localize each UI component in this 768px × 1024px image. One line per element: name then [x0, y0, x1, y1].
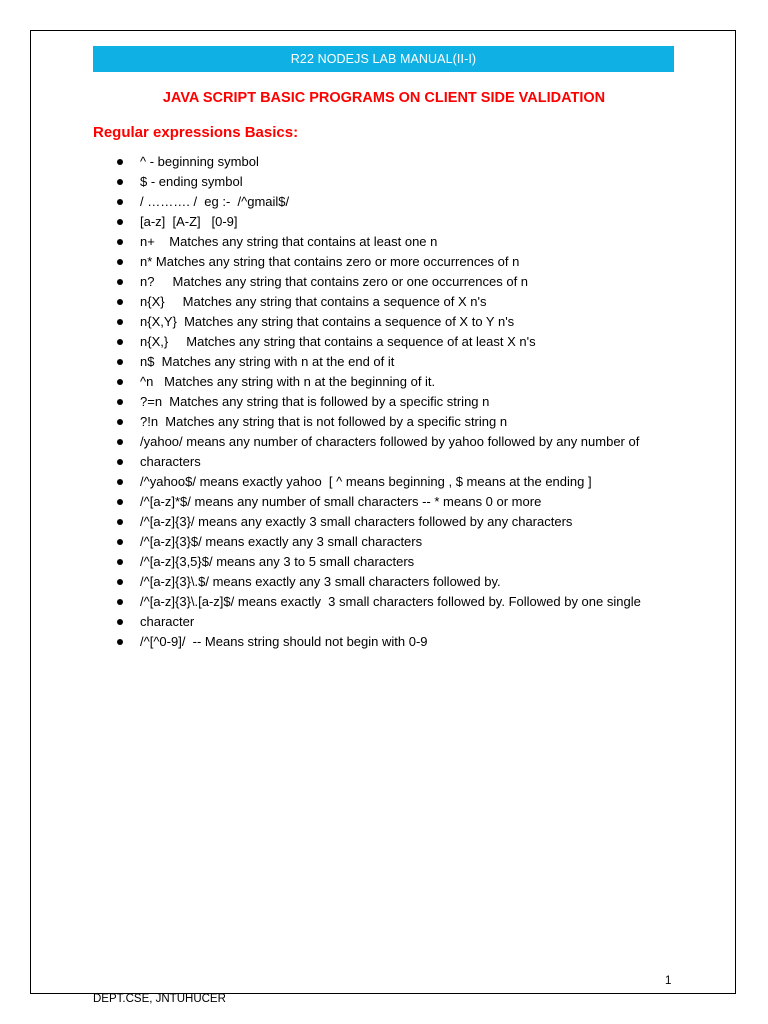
list-item: /^[^0-9]/ -- Means string should not begin with 0-9 [115, 632, 660, 652]
list-item: n{X} Matches any string that contains a sequence of X n's [115, 292, 660, 312]
list-item: ^n Matches any string with n at the beginning of it. [115, 372, 660, 392]
list-item: n{X,Y} Matches any string that contains a sequence of X to Y n's [115, 312, 660, 332]
page-number: 1 [665, 975, 672, 987]
list-item: character [115, 612, 660, 632]
list-item: ^ - beginning symbol [115, 152, 660, 172]
list-item: characters [115, 452, 660, 472]
footer-dept: DEPT.CSE, JNTUHUCER [93, 993, 226, 1005]
list-item: n+ Matches any string that contains at least one n [115, 232, 660, 252]
list-item: /^[a-z]*$/ means any number of small characters -- * means 0 or more [115, 492, 660, 512]
list-item: n$ Matches any string with n at the end of it [115, 352, 660, 372]
page-title: JAVA SCRIPT BASIC PROGRAMS ON CLIENT SIDE VALIDATION [162, 90, 606, 106]
list-item: /^[a-z]{3}$/ means exactly any 3 small characters [115, 532, 660, 552]
header-title: R22 NODEJS LAB MANUAL(II-I) [290, 52, 477, 66]
list-item: $ - ending symbol [115, 172, 660, 192]
list-item: n* Matches any string that contains zero or more occurrences of n [115, 252, 660, 272]
list-item: [a-z] [A-Z] [0-9] [115, 212, 660, 232]
regex-bullet-list [115, 152, 660, 652]
list-item: ?!n Matches any string that is not followed by a specific string n [115, 412, 660, 432]
list-item: / ………. / eg :- /^gmail$/ [115, 192, 660, 212]
list-item: /^[a-z]{3}\.$/ means exactly any 3 small characters followed by. [115, 572, 660, 592]
list-item: ?=n Matches any string that is followed by a specific string n [115, 392, 660, 412]
list-item: n? Matches any string that contains zero or one occurrences of n [115, 272, 660, 292]
list-item: /^[a-z]{3}/ means any exactly 3 small characters followed by any characters [115, 512, 660, 532]
list-item: /^[a-z]{3}\.[a-z]$/ means exactly 3 small characters followed by. Followed by one single [115, 592, 660, 612]
header-bar [93, 46, 674, 72]
list-item: /^[a-z]{3,5}$/ means any 3 to 5 small characters [115, 552, 660, 572]
list-item: n{X,} Matches any string that contains a sequence of at least X n's [115, 332, 660, 352]
list-item: /yahoo/ means any number of characters followed by yahoo followed by any number of [115, 432, 660, 452]
list-item: /^yahoo$/ means exactly yahoo [ ^ means beginning , $ means at the ending ] [115, 472, 660, 492]
section-heading: Regular expressions Basics: [93, 124, 299, 141]
